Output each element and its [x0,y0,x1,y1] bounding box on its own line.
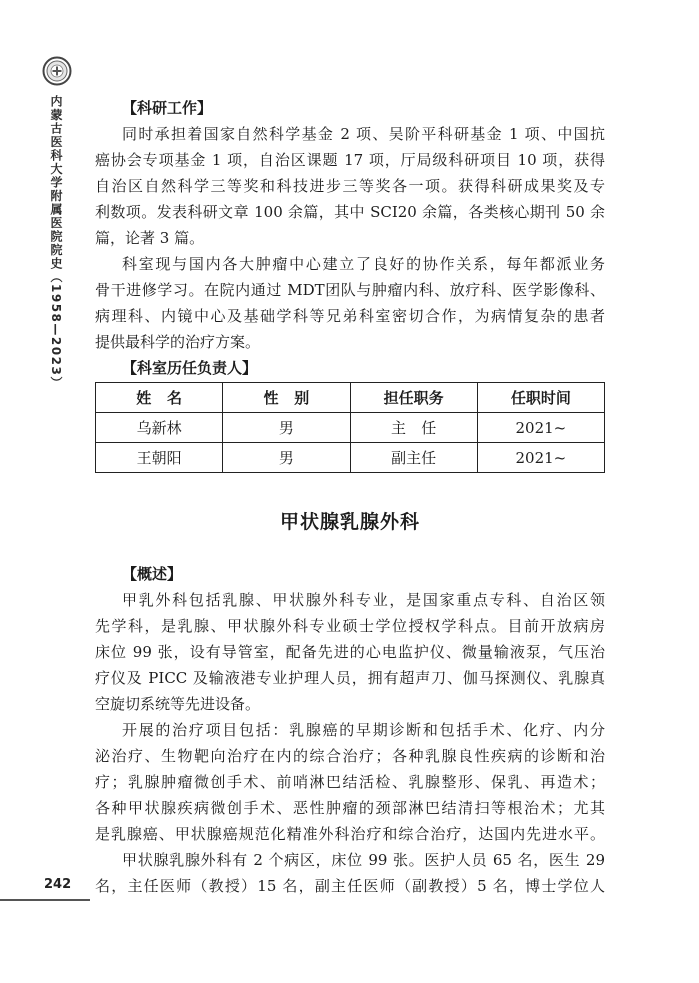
text-line: 甲状腺乳腺外科有 2 个病区，床位 99 张。医护人员 65 名，医生 29 [122,851,605,869]
text-line: 利数项。发表科研文章 100 余篇，其中 SCI20 余篇，各类核心期刊 50 余 [95,203,605,221]
table-header-cell-gender: 性 别 [223,383,350,413]
table-header-row [96,383,605,413]
table-cell: 王朝阳 [96,443,223,473]
text-line: 是乳腺癌、甲状腺癌规范化精准外科治疗和综合治疗，达国内先进水平。 [95,825,605,843]
table-cell: 乌新林 [96,413,223,443]
section-heading-research: 【科研工作】 [122,99,213,117]
running-head-title: 内蒙古医科大学附属医院院史（1958—2023） [49,95,63,390]
text-line: 床位 99 张，设有导管室，配备先进的心电监护仪、微量输液泵，气压治 [95,643,605,661]
text-line: 科室现与国内各大肿瘤中心建立了良好的协作关系，每年都派业务 [122,255,605,273]
paragraph [95,251,605,355]
table-cell: 主 任 [350,413,477,443]
table-cell: 男 [223,443,350,473]
page-number-rule [0,899,90,901]
text-line: 泌治疗、生物靶向治疗在内的综合治疗；各种乳腺良性疾病的诊断和治 [95,747,605,765]
text-line: 骨干进修学习。在院内通过 MDT团队与肿瘤内科、放疗科、医学影像科、 [95,281,605,299]
text-line: 疗；乳腺肿瘤微创手术、前哨淋巴结活检、乳腺整形、保乳、再造术； [95,773,605,791]
page-number: 242 [44,877,72,892]
table-header-cell-name: 姓 名 [96,383,223,413]
paragraph [95,121,605,251]
text-line: 疗仪及 PICC 及输液港专业护理人员，拥有超声刀、伽马探测仪、乳腺真 [95,669,605,687]
hospital-logo [42,56,72,86]
text-line: 癌协会专项基金 1 项，自治区课题 17 项，厅局级科研项目 10 项，获得 [95,151,605,169]
text-line: 名，主任医师（教授）15 名，副主任医师（副教授）5 名，博士学位人 [95,877,605,895]
text-line: 先学科，是乳腺、甲状腺外科专业硕士学位授权学科点。目前开放病房 [95,617,605,635]
paragraph [95,587,605,717]
section-heading-overview: 【概述】 [122,565,183,583]
text-line: 各种甲状腺疾病微创手术、恶性肿瘤的颈部淋巴结清扫等根治术；尤其 [95,799,605,817]
table-header-cell-term: 任职时间 [477,383,604,413]
text-line: 空旋切系统等先进设备。 [95,695,261,713]
table-cell: 2021~ [477,413,604,443]
text-line: 提供最科学的治疗方案。 [95,333,261,351]
table-cell: 2021~ [477,443,604,473]
text-line: 同时承担着国家自然科学基金 2 项、吴阶平科研基金 1 项、中国抗 [122,125,605,143]
text-line: 甲乳外科包括乳腺、甲状腺外科专业，是国家重点专科、自治区领 [122,591,605,609]
department-title: 甲状腺乳腺外科 [279,511,420,533]
text-line: 篇，论著 3 篇。 [95,229,205,247]
table-row [96,443,605,473]
table-header-cell-position: 担任职务 [350,383,477,413]
research-section [95,95,605,381]
text-line: 自治区自然科学三等奖和科技进步三等奖各一项。获得科研成果奖及专 [95,177,605,195]
paragraph [95,847,605,899]
table-row [96,413,605,443]
paragraph [95,717,605,847]
table-cell: 男 [223,413,350,443]
section-heading-leaders: 【科室历任负责人】 [122,359,258,377]
text-line: 病理科、内镜中心及基础学科等兄弟科室密切合作，为病情复杂的患者 [95,307,605,325]
overview-section [95,561,605,899]
text-line: 开展的治疗项目包括：乳腺癌的早期诊断和包括手术、化疗、内分 [122,721,605,739]
leaders-table [95,382,605,473]
table-cell: 副主任 [350,443,477,473]
